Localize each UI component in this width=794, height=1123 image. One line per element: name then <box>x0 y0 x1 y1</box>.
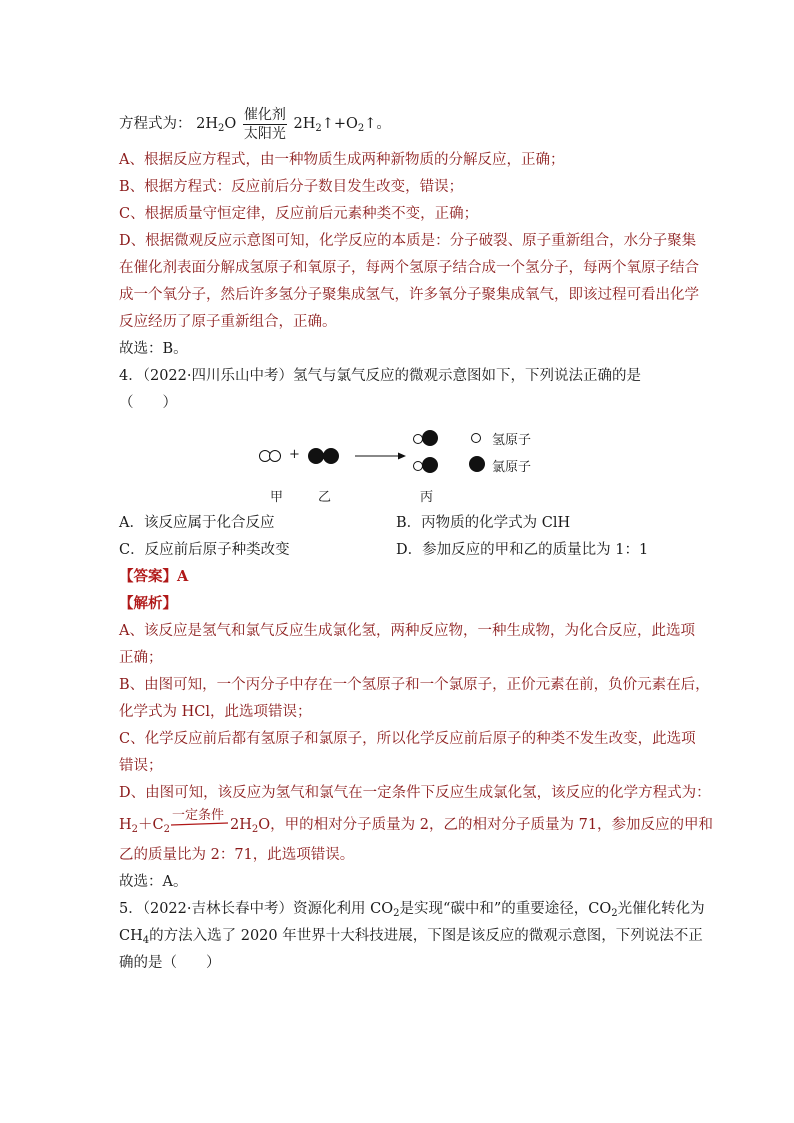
eq-product-tail: O，甲的相对分子质量为 2，乙的相对分子质量为 71，参加反应的甲和 <box>258 817 714 833</box>
equation-reactant <box>196 116 236 132</box>
product2-tail: ↑。 <box>364 116 391 132</box>
product1-text: 2H <box>293 116 316 132</box>
reactant-text: 2H <box>196 116 218 132</box>
analysis3-line-a: A、根据反应方程式，由一种物质生成两种新物质的分解反应，正确； <box>119 152 565 168</box>
q4-option-c: C．反应前后原子种类改变 <box>119 542 290 558</box>
legend-h-label: 氢原子 <box>492 433 532 448</box>
legend-cl-label: 氯原子 <box>492 460 532 475</box>
eq-product-sub: 2 <box>251 824 259 835</box>
hcl2-cl-atom <box>422 457 438 473</box>
eq-h-sub: 2 <box>131 824 139 835</box>
q4-stem: 4．（2022·四川乐山中考）氢气与氯气反应的微观示意图如下，下列说法正确的是 <box>119 368 641 384</box>
equation-line-water-decomposition <box>119 104 391 149</box>
q4-answer-label: 【答案】A <box>119 568 189 585</box>
analysis3-line-d3: 成一个氧分子，然后许多氢分子聚集成氢气，许多氧分子聚集成氧气，即该过程可看出化学 <box>119 287 699 303</box>
q5-line1-sub2: 2 <box>611 908 618 919</box>
analysis3-line-d2: 在催化剂表面分解成氢原子和氧原子，每两个氢原子结合成一个氢分子，每两个氧原子结合 <box>119 260 699 276</box>
q4-paren: （ ） <box>119 395 177 411</box>
q5-line1-c: 光催化转化为 <box>617 901 705 917</box>
q5-line1-a: 5．（2022·吉林长春中考）资源化利用 CO <box>119 901 394 917</box>
product2-subscript: 2 <box>357 123 365 134</box>
analysis3-line-d1: D、根据微观反应示意图可知，化学反应的本质是：分子破裂、原子重新组合，水分子聚集 <box>119 233 697 249</box>
q5-line-3: 确的是（ ） <box>119 955 221 971</box>
reactant-subscript: 2 <box>217 123 225 134</box>
eq-plus-c: ＋C <box>138 817 164 833</box>
eq-condition-line <box>170 815 230 835</box>
q4-equation-line <box>119 808 714 840</box>
legend-h-symbol <box>472 434 481 443</box>
q4-analysis-line-7: D、由图可知，该反应为氢气和氯气在一定条件下反应生成氯化氢，该反应的化学方程式为： <box>119 785 711 801</box>
eq-h: H <box>119 817 132 833</box>
eq-c-sub: 2 <box>163 824 171 835</box>
reaction-condition <box>243 106 287 143</box>
q4-option-a: A．该反应属于化合反应 <box>119 515 275 531</box>
analysis3-line-c: C、根据质量守恒定律，反应前后元素种类不变，正确； <box>119 206 479 222</box>
q4-analysis-line-6: 错误； <box>119 758 163 774</box>
answer3: 故选：B。 <box>119 341 188 357</box>
q4-answer: 故选：A。 <box>119 874 188 890</box>
label-yi: 乙 <box>318 490 332 505</box>
analysis3-line-b: B、根据方程式：反应前后分子数目发生改变，错误； <box>119 179 464 195</box>
q4-analysis-line-1: A、该反应是氢气和氯气反应生成氯化氢，两种反应物，一种生成物，为化合反应，此选项 <box>119 623 695 639</box>
eq-condition-text: 一定条件 <box>172 808 225 823</box>
cl2-atom-2 <box>323 448 339 464</box>
q4-analysis-line-2: 正确； <box>119 650 163 666</box>
analysis3-line-d4: 反应经历了原子重新组合，正确。 <box>119 314 337 330</box>
legend-cl-symbol <box>469 456 485 472</box>
eq-condition <box>170 808 230 835</box>
reaction-micro-diagram <box>250 418 550 508</box>
reactant-tail: O <box>224 116 237 132</box>
diagram-plus: + <box>289 447 300 462</box>
h2-atom-1 <box>260 451 271 462</box>
hcl2-h-atom <box>414 462 423 471</box>
q4-analysis-label: 【解析】 <box>119 595 177 612</box>
label-jia: 甲 <box>270 490 284 505</box>
product1-tail: ↑+O <box>321 116 358 132</box>
q5-line-1 <box>119 899 705 924</box>
h2-atom-2 <box>270 451 281 462</box>
q5-line2-sub: 4 <box>142 935 150 946</box>
eq-product: 2H <box>230 817 252 833</box>
q4-analysis-line-4: 化学式为 HCl，此选项错误； <box>119 704 312 720</box>
q5-line-2 <box>119 926 703 951</box>
q4-analysis-line-3: B、由图可知，一个丙分子中存在一个氢原子和一个氯原子，正价元素在前，负价元素在后， <box>119 677 710 693</box>
label-bing: 丙 <box>420 490 434 505</box>
hcl1-h-atom <box>414 435 423 444</box>
q5-line2-a: CH <box>119 928 143 944</box>
condition-sunlight: 太阳光 <box>243 125 286 142</box>
condition-catalyst: 催化剂 <box>243 106 286 123</box>
q4-analysis-line-5: C、化学反应前后都有氢原子和氯原子，所以化学反应前后原子的种类不发生改变，此选项 <box>119 731 696 747</box>
equation-prefix: 方程式为： <box>119 116 192 132</box>
q5-line1-b: 是实现“碳中和”的重要途径，CO <box>399 901 612 917</box>
q4-analysis-end: 乙的质量比为 2：71，此选项错误。 <box>119 847 355 863</box>
equation-products <box>293 116 390 132</box>
reaction-arrow-head <box>398 453 406 460</box>
hcl1-cl-atom <box>422 430 438 446</box>
q4-option-d: D．参加反应的甲和乙的质量比为 1：1 <box>396 542 649 558</box>
q5-line1-sub1: 2 <box>393 908 400 919</box>
q5-line2-b: 的方法入选了 2020 年世界十大科技进展，下图是该反应的微观示意图，下列说法不正 <box>149 928 703 944</box>
product1-subscript: 2 <box>315 123 322 134</box>
q4-option-b: B．丙物质的化学式为 ClH <box>396 515 571 531</box>
cl2-atom-1 <box>308 448 324 464</box>
